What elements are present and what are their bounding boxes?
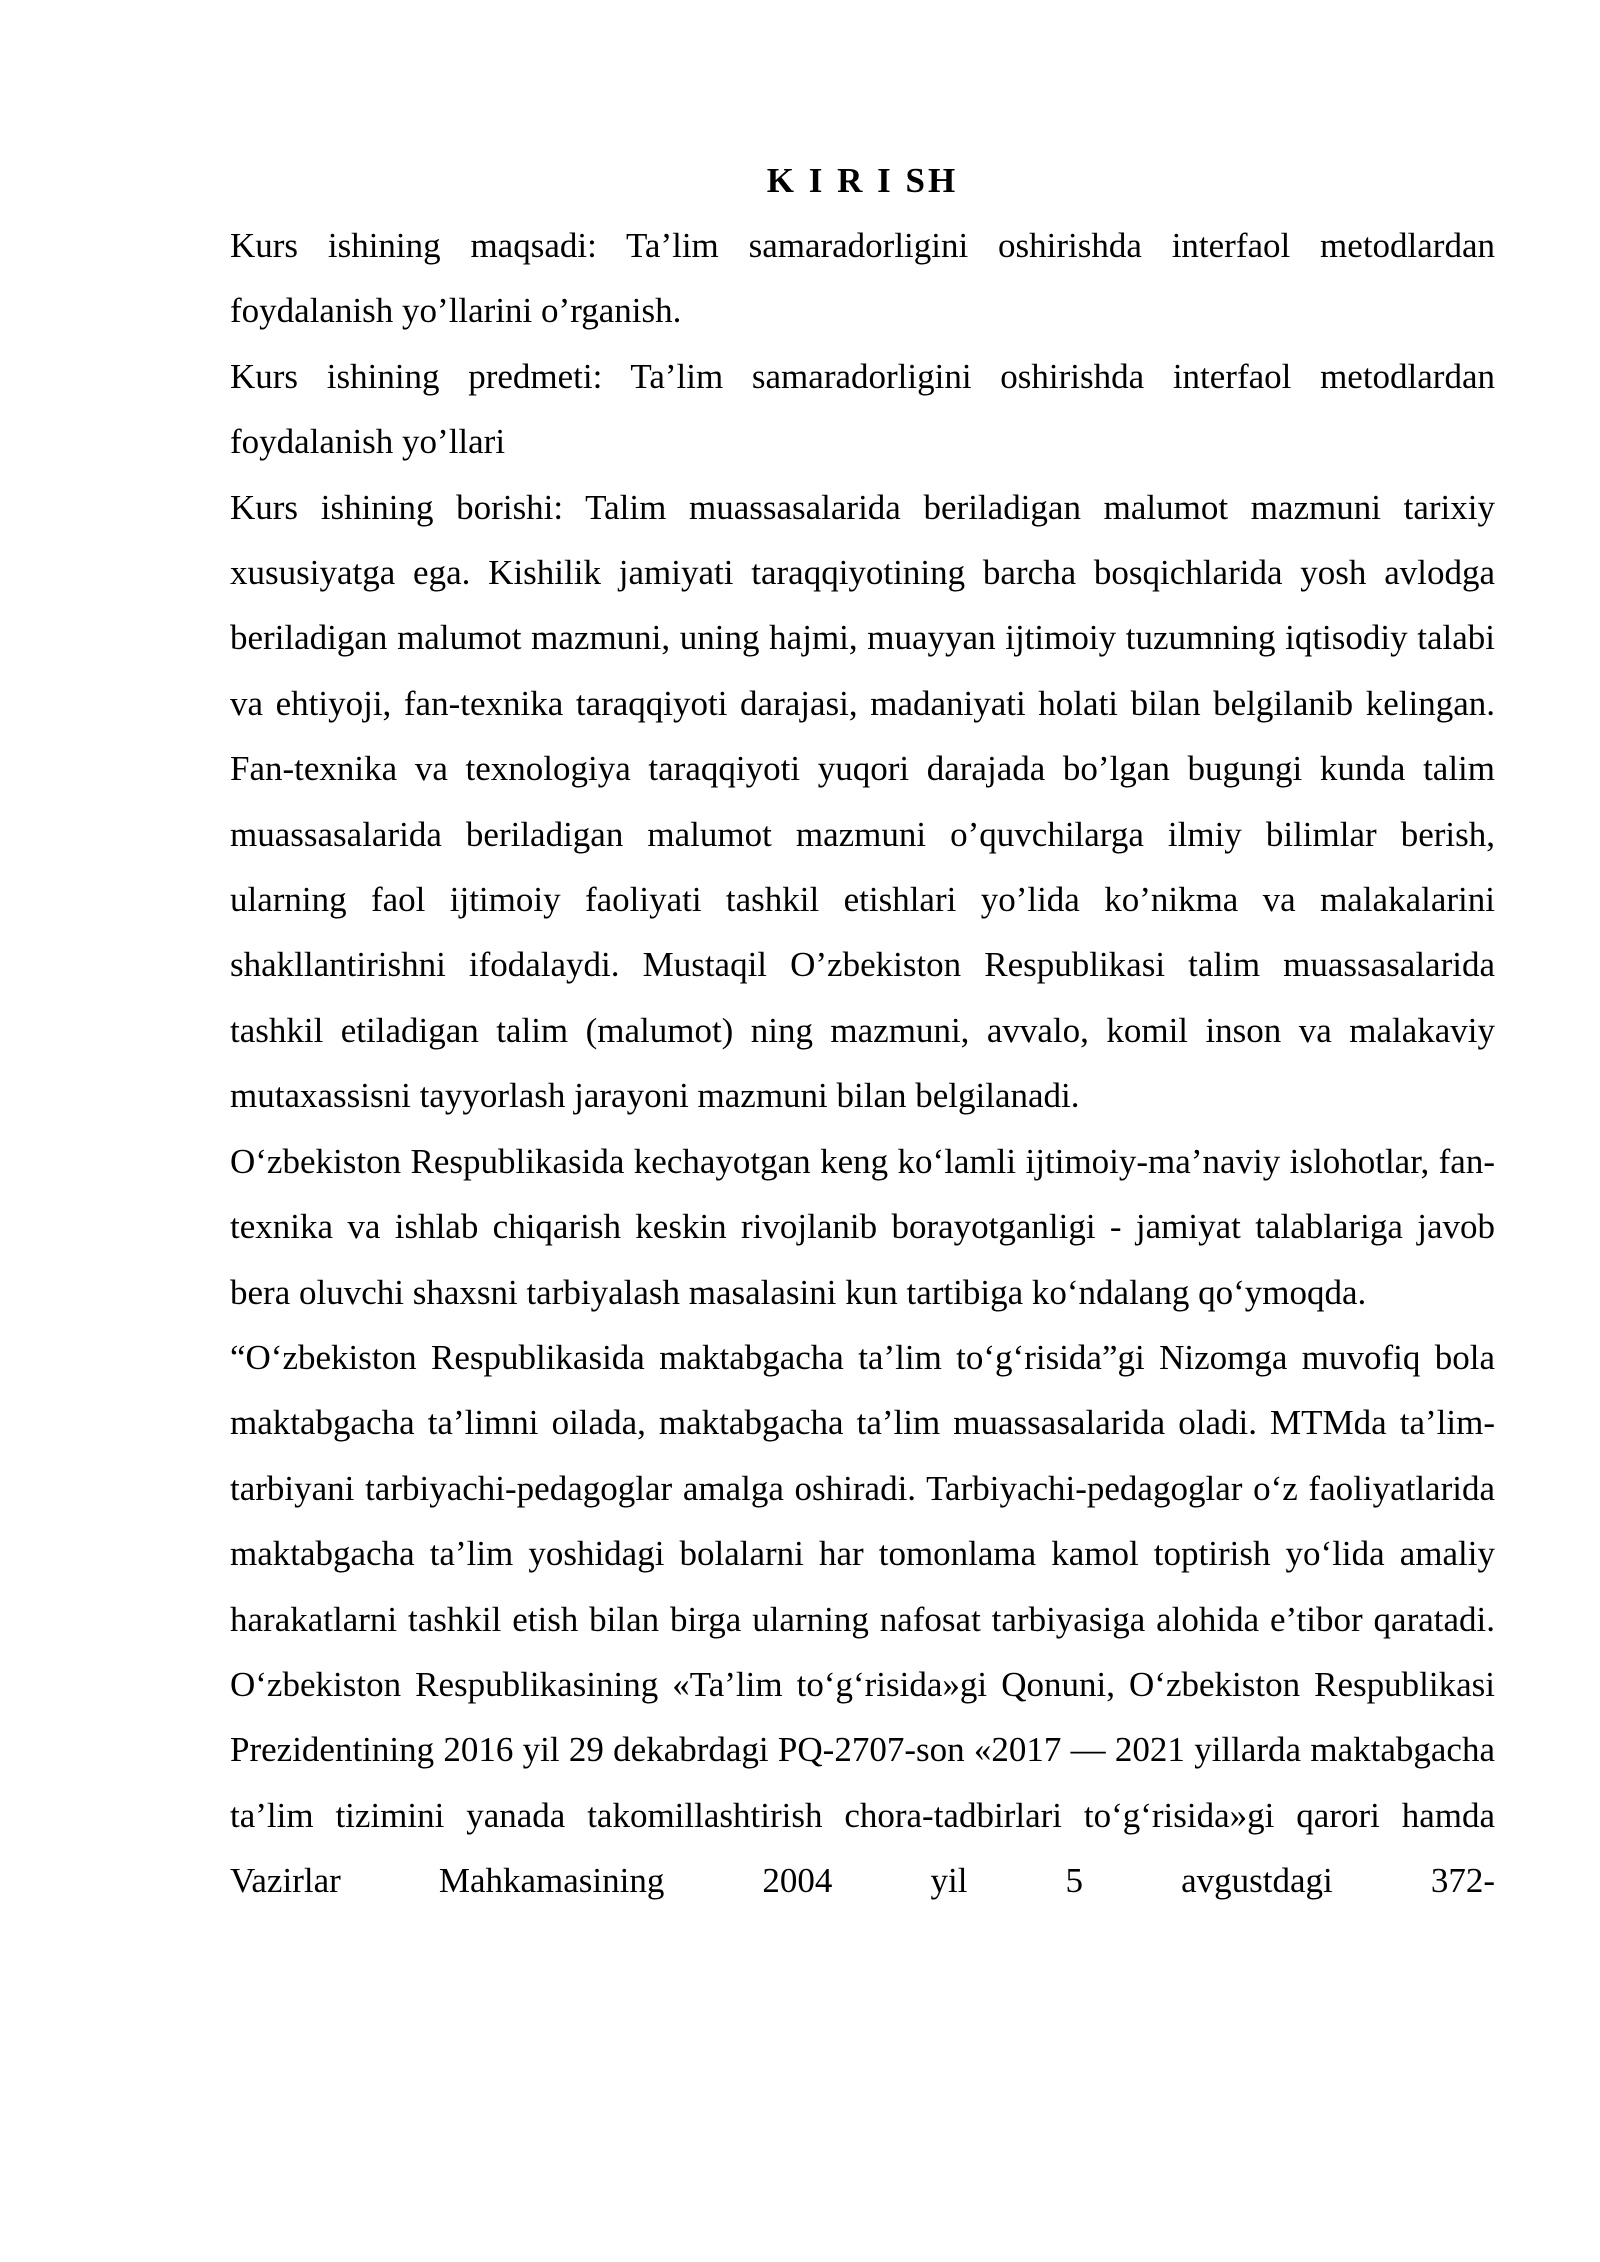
paragraph-laws: O‘zbekiston Respublikasining «Ta’lim to‘g‘risida»gi Qonuni, O‘zbekiston Respublikasi Prezidentining 2016 yil 29 dekabrdagi PQ-2707-son «2017 — 2021 yillarda maktabgacha ta’lim tizimini yanada takomillashtirish chora-tadbirlari to‘g‘risida»gi qarori hamda Vazirlar Mahkamasining 2004 yil 5 avgustdagi 372-	[230, 1664, 1495, 1901]
document-page	[230, 148, 1495, 1914]
paragraph-progress: Kurs ishining borishi: Talim muassasalarida beriladigan malumot mazmuni tarixiy xususiyatga ega. Kishilik jamiyati taraqqiyotining barcha bosqichlarida yosh avlodga beriladigan malumot mazmuni, uning hajmi, muayyan ijtimoiy tuzumning iqtisodiy talabi va ehtiyoji, fan-texnika taraqqiyoti darajasi, madaniyati holati bilan belgilanib kelingan. Fan-texnika va texnologiya taraqqiyoti yuqori darajada bo’lgan bugungi kunda talim muassasalarida beriladigan malumot mazmuni o’quvchilarga ilmiy bilimlar berish, ularning faol ijtimoiy faoliyati tashkil etishlari yo’lida ko’nikma va malakalarini shakllantirishni ifodalaydi. Mustaqil O’zbekiston Respublikasi talim muassasalarida tashkil etiladigan talim (malumot) ning mazmuni, avvalo, komil inson va malakaviy mutaxassisni tayyorlash jarayoni mazmuni bilan belgilanadi.	[230, 487, 1495, 1116]
paragraph-reforms: O‘zbekiston Respublikasida kechayotgan keng ko‘lamli ijtimoiy-ma’naviy islohotlar, fan-texnika va ishlab chiqarish keskin rivojlanib borayotganligi - jamiyat talablariga javob bera oluvchi shaxsni tarbiyalash masalasini kun tartibiga ko‘ndalang qo‘ymoqda.	[230, 1141, 1495, 1312]
paragraph-goal: Kurs ishining maqsadi: Ta’lim samaradorligini oshirishda interfaol metodlardan foydalanish yo’llarini o’rganish.	[230, 226, 1495, 331]
paragraph-preschool: “O‘zbekiston Respublikasida maktabgacha ta’lim to‘g‘risida”gi Nizomga muvofiq bola maktabgacha ta’limni oilada, maktabgacha ta’lim muassasalarida oladi. MTMda ta’lim-tarbiyani tarbiyachi-pedagoglar amalga oshiradi. Tarbiyachi-pedagoglar o‘z faoliyatlarida maktabgacha ta’lim yoshidagi bolalarni har tomonlama kamol toptirish yo‘lida amaliy harakatlarni tashkil etish bilan birga ularning nafosat tarbiyasiga alohida e’tibor qaratadi.	[230, 1337, 1495, 1639]
document-title: K I R I SH	[766, 161, 959, 200]
paragraph-subject: Kurs ishining predmeti: Ta’lim samaradorligini oshirishda interfaol metodlardan foydalanish yo’llari	[230, 356, 1495, 462]
